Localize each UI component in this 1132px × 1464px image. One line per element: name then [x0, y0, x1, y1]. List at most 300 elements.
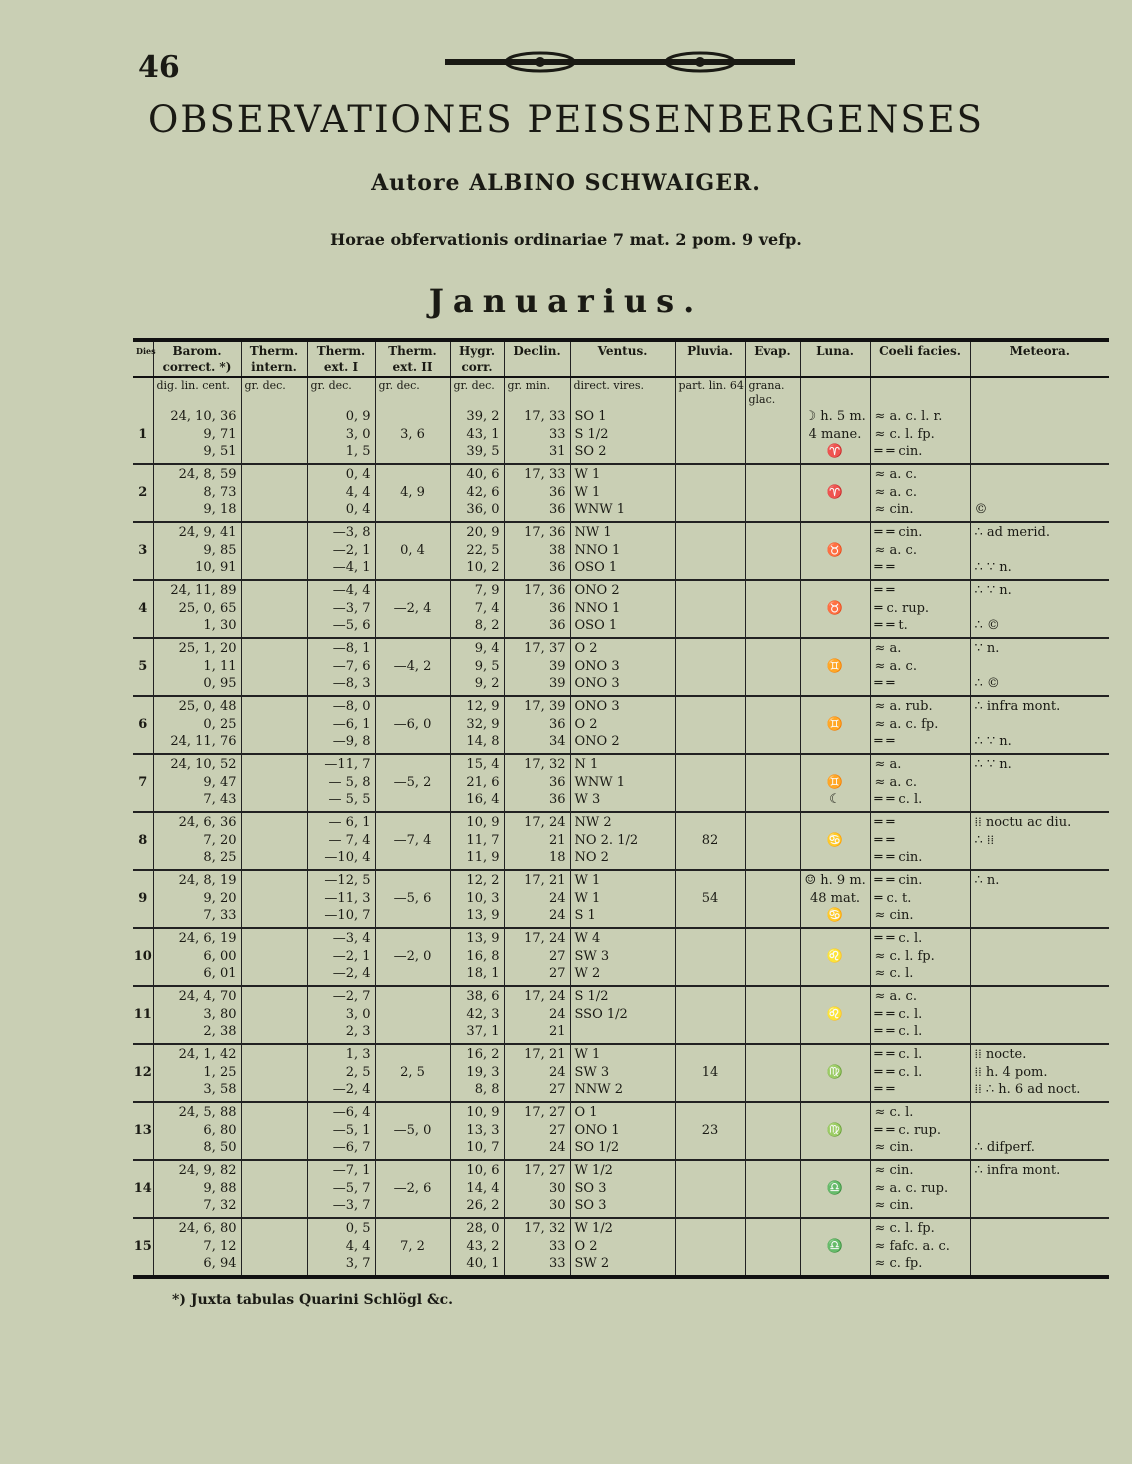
cell-ventus	[570, 580, 675, 638]
author-line: Autore ALBINO SCHWAIGER.	[371, 170, 761, 196]
cell-pluvia: 82	[675, 812, 745, 870]
day-number: 2	[133, 464, 153, 522]
cell-ventus-line: N 1	[574, 757, 599, 772]
cell-meteora-line: ∴ infra mont.	[974, 699, 1061, 714]
cell-meteora-line: ∴ ©	[974, 618, 1000, 633]
header-pluvia: Pluvia.	[675, 340, 745, 377]
cell-pluvia	[675, 1218, 745, 1277]
cell-luna-line	[805, 675, 866, 693]
day-number: 7	[133, 754, 153, 812]
cell-meteora-line	[975, 426, 1106, 444]
cell-hygr-line: 39, 5	[466, 444, 500, 459]
cell-luna	[800, 1160, 870, 1218]
cell-evap	[745, 407, 800, 464]
cell-meteora-line	[975, 542, 1106, 560]
cell-pluvia: 23	[675, 1102, 745, 1160]
cell-declin-line: 17, 24	[524, 989, 566, 1004]
cell-therm-ext1-line: — 6, 1	[328, 815, 371, 830]
cell-hygr-line: 11, 7	[466, 832, 500, 848]
cell-ventus	[570, 754, 675, 812]
cell-ext2: 0, 4	[375, 522, 450, 580]
table-row	[133, 928, 1109, 986]
cell-ventus-line: W 1	[574, 467, 601, 482]
cell-luna-line	[805, 965, 866, 983]
cell-coeli-line: ═ ═	[874, 560, 895, 575]
cell-therm-int	[241, 1218, 307, 1277]
cell-luna-line: 4 mane.	[808, 426, 862, 442]
cell-ventus-line: W 1	[574, 484, 601, 500]
cell-pluvia	[675, 407, 745, 464]
table-header-row	[133, 340, 1109, 377]
cell-therm-ext1-line: 2, 5	[345, 1064, 371, 1080]
cell-meteora-line	[975, 716, 1106, 734]
cell-barom-line: 3, 58	[203, 1082, 237, 1097]
cell-therm-ext1	[307, 696, 375, 754]
cell-hygr	[450, 1044, 504, 1102]
cell-ventus-line	[575, 1023, 671, 1041]
cell-meteora-line	[975, 443, 1106, 461]
units-row	[133, 377, 1109, 407]
day-number: 11	[133, 986, 153, 1044]
page-number: 46	[138, 50, 180, 85]
cell-ventus-line: SW 3	[574, 948, 610, 964]
cell-luna-line: ♍	[826, 1122, 844, 1138]
cell-therm-int	[241, 580, 307, 638]
cell-barom-line: 6, 80	[203, 1122, 237, 1138]
cell-luna-line: ♊	[826, 716, 844, 732]
cell-coeli-line: ═ ═ cin.	[874, 444, 923, 459]
cell-meteora-line	[975, 1006, 1106, 1024]
cell-ventus-line: W 4	[574, 931, 601, 946]
cell-coeli	[870, 928, 970, 986]
cell-therm-int	[241, 1102, 307, 1160]
cell-ventus-line: W 2	[574, 966, 601, 981]
cell-coeli-line: ═ ═	[874, 583, 895, 598]
table-row	[133, 1102, 1109, 1160]
cell-coeli	[870, 1044, 970, 1102]
cell-therm-ext1-line: —7, 6	[332, 658, 371, 674]
cell-declin-line: 21	[548, 1024, 566, 1039]
cell-coeli	[870, 1160, 970, 1218]
cell-hygr	[450, 986, 504, 1044]
cell-barom	[153, 696, 241, 754]
cell-barom	[153, 522, 241, 580]
cell-hygr-line: 9, 5	[474, 658, 500, 674]
cell-ventus	[570, 1102, 675, 1160]
cell-luna-line: ♌	[826, 1006, 844, 1022]
cell-declin	[504, 464, 570, 522]
cell-hygr-line: 40, 1	[466, 1256, 500, 1271]
header-declin: Declin.	[504, 340, 570, 377]
cell-declin-line: 39	[548, 676, 566, 691]
cell-ventus	[570, 522, 675, 580]
cell-coeli-line: ≈ c. l.	[874, 1105, 914, 1120]
cell-ventus-line: SW 2	[574, 1256, 610, 1271]
table-row	[133, 1160, 1109, 1218]
cell-declin-line: 24	[548, 890, 566, 906]
cell-declin-line: 24	[548, 908, 566, 923]
cell-barom-line: 3, 80	[203, 1006, 237, 1022]
cell-meteora-line	[975, 408, 1106, 426]
cell-coeli-line: ═ ═	[874, 676, 895, 691]
cell-ext2: 4, 9	[375, 464, 450, 522]
cell-ext2: 7, 2	[375, 1218, 450, 1277]
cell-coeli-line: ═ ═ cin.	[874, 525, 923, 540]
day-rows	[133, 407, 1109, 1277]
cell-declin-line: 17, 24	[524, 815, 566, 830]
observation-table	[133, 338, 1109, 1279]
cell-meteora	[970, 522, 1109, 580]
cell-declin-line: 17, 39	[524, 699, 566, 714]
cell-hygr-line: 13, 3	[466, 1122, 500, 1138]
cell-meteora-line	[975, 466, 1106, 484]
cell-luna	[800, 522, 870, 580]
unit-meteora	[970, 377, 1109, 407]
cell-declin-line: 36	[548, 716, 566, 732]
cell-luna-line	[805, 849, 866, 867]
cell-barom-line: 7, 20	[203, 832, 237, 848]
cell-declin-line: 17, 24	[524, 931, 566, 946]
cell-meteora-line	[975, 484, 1106, 502]
cell-evap	[745, 580, 800, 638]
cell-hygr-line: 12, 9	[466, 699, 500, 714]
cell-meteora	[970, 407, 1109, 464]
cell-barom	[153, 986, 241, 1044]
cell-therm-int	[241, 522, 307, 580]
cell-coeli-line: ≈ c. l. fp.	[874, 426, 935, 442]
cell-coeli-line: ≈ c. l. fp.	[874, 1221, 935, 1236]
cell-hygr-line: 18, 1	[466, 966, 500, 981]
cell-declin-line: 30	[548, 1180, 566, 1196]
cell-luna	[800, 696, 870, 754]
cell-declin	[504, 638, 570, 696]
cell-luna	[800, 928, 870, 986]
cell-barom-line: 9, 51	[203, 444, 237, 459]
cell-coeli-line: ≈ a. c. rup.	[874, 1180, 949, 1196]
cell-barom	[153, 464, 241, 522]
cell-luna	[800, 407, 870, 464]
cell-barom-line: 6, 00	[203, 948, 237, 964]
cell-coeli-line: ≈ a. rub.	[874, 699, 933, 714]
cell-barom-line: 24, 8, 59	[178, 467, 237, 482]
cell-luna	[800, 812, 870, 870]
cell-luna-line	[805, 698, 866, 716]
cell-therm-ext1-line: 0, 5	[345, 1221, 371, 1236]
cell-ventus-line: S 1	[574, 908, 596, 923]
cell-ventus	[570, 1218, 675, 1277]
cell-luna-line: ☽ h. 5 m.	[804, 409, 866, 424]
ornament-divider	[445, 50, 795, 74]
unit-luna	[800, 377, 870, 407]
cell-therm-ext1-line: —11, 3	[324, 890, 371, 906]
cell-meteora	[970, 638, 1109, 696]
cell-therm-int	[241, 870, 307, 928]
cell-ventus-line: SO 1/2	[574, 1140, 620, 1155]
table-row	[133, 1218, 1109, 1277]
cell-barom	[153, 638, 241, 696]
cell-declin-line: 24	[548, 1064, 566, 1080]
cell-declin-line: 17, 36	[524, 525, 566, 540]
cell-ventus-line: WNW 1	[574, 774, 626, 790]
cell-meteora-line: ∴ ∵ n.	[974, 560, 1012, 575]
cell-pluvia: 54	[675, 870, 745, 928]
cell-hygr-line: 7, 9	[474, 583, 500, 598]
cell-evap	[745, 1044, 800, 1102]
day-number: 13	[133, 1102, 153, 1160]
cell-therm-ext1	[307, 754, 375, 812]
cell-ext2: —7, 4	[375, 812, 450, 870]
cell-luna-line	[805, 1139, 866, 1157]
cell-ext2	[375, 986, 450, 1044]
day-number: 6	[133, 696, 153, 754]
cell-therm-ext1-line: —6, 1	[332, 716, 371, 732]
day-number: 14	[133, 1160, 153, 1218]
cell-coeli-line: ═ ═ c. l.	[874, 1047, 923, 1062]
cell-hygr-line: 19, 3	[466, 1064, 500, 1080]
cell-therm-ext1-line: — 5, 5	[328, 792, 371, 807]
header-therm-ext1: Therm. ext. I	[307, 340, 375, 377]
header-meteora: Meteora.	[970, 340, 1109, 377]
table-row	[133, 754, 1109, 812]
cell-declin	[504, 754, 570, 812]
day-number: 9	[133, 870, 153, 928]
cell-declin-line: 36	[548, 502, 566, 517]
cell-therm-ext1-line: —7, 1	[332, 1163, 371, 1178]
cell-therm-ext1-line: 4, 4	[345, 484, 371, 500]
cell-therm-ext1-line: 1, 3	[345, 1047, 371, 1062]
cell-luna	[800, 1218, 870, 1277]
cell-ventus	[570, 1160, 675, 1218]
cell-coeli-line: ≈ a.	[874, 641, 902, 656]
cell-barom-line: 1, 30	[203, 618, 237, 633]
cell-pluvia	[675, 928, 745, 986]
cell-therm-int	[241, 754, 307, 812]
cell-declin-line: 24	[548, 1140, 566, 1155]
cell-barom-line: 7, 43	[203, 792, 237, 807]
cell-meteora-line: ∴ infra mont.	[974, 1163, 1061, 1178]
cell-barom	[153, 1160, 241, 1218]
cell-declin-line: 36	[548, 618, 566, 633]
cell-therm-ext1-line: —2, 4	[332, 1082, 371, 1097]
cell-hygr	[450, 407, 504, 464]
table-row	[133, 986, 1109, 1044]
table-row	[133, 464, 1109, 522]
cell-meteora	[970, 1044, 1109, 1102]
cell-therm-ext1	[307, 522, 375, 580]
cell-declin	[504, 928, 570, 986]
observation-hours: Horae obfervationis ordinariae 7 mat. 2 pom. 9 vefp.	[330, 230, 802, 249]
cell-hygr-line: 15, 4	[466, 757, 500, 772]
cell-ventus-line: S 1/2	[574, 426, 609, 442]
cell-declin	[504, 870, 570, 928]
cell-luna-line: ♎	[826, 1238, 844, 1254]
cell-barom	[153, 580, 241, 638]
cell-luna	[800, 464, 870, 522]
cell-hygr-line: 20, 9	[466, 525, 500, 540]
cell-therm-int	[241, 1044, 307, 1102]
cell-luna-line	[805, 1255, 866, 1273]
cell-meteora	[970, 754, 1109, 812]
cell-coeli-line: ≈ a. c.	[874, 774, 917, 790]
cell-meteora-line	[975, 1255, 1106, 1273]
cell-declin-line: 38	[548, 542, 566, 558]
header-dies: Dies	[133, 340, 153, 377]
cell-coeli	[870, 464, 970, 522]
cell-luna-line: ♈	[826, 444, 844, 459]
header-luna: Luna.	[800, 340, 870, 377]
cell-coeli-line: ═ ═ t.	[874, 618, 908, 633]
cell-declin-line: 34	[548, 734, 566, 749]
cell-barom-line: 24, 9, 82	[178, 1163, 237, 1178]
cell-hygr	[450, 696, 504, 754]
cell-ventus	[570, 812, 675, 870]
cell-therm-ext1-line: — 5, 8	[328, 774, 371, 790]
cell-hygr-line: 39, 2	[466, 409, 500, 424]
unit-dies	[133, 377, 153, 407]
cell-therm-ext1-line: 2, 3	[345, 1024, 371, 1039]
cell-luna	[800, 580, 870, 638]
cell-declin	[504, 1160, 570, 1218]
cell-declin-line: 27	[548, 948, 566, 964]
cell-therm-ext1-line: —8, 3	[332, 676, 371, 691]
cell-barom	[153, 870, 241, 928]
cell-meteora-line	[975, 791, 1106, 809]
cell-ventus-line: NO 2	[574, 850, 609, 865]
cell-meteora-line: ∴ ad merid.	[974, 525, 1050, 540]
cell-ext2: —5, 2	[375, 754, 450, 812]
unit-therm-int: gr. dec.	[241, 377, 307, 407]
cell-hygr-line: 16, 2	[466, 1047, 500, 1062]
cell-therm-ext1	[307, 638, 375, 696]
cell-coeli	[870, 754, 970, 812]
cell-luna-line	[805, 1197, 866, 1215]
cell-declin	[504, 580, 570, 638]
cell-luna	[800, 870, 870, 928]
cell-coeli-line: ≈ a. c.	[874, 467, 917, 482]
cell-declin	[504, 407, 570, 464]
cell-coeli-line: ═ ═	[874, 815, 895, 830]
cell-ventus-line: S 1/2	[574, 989, 609, 1004]
cell-therm-ext1	[307, 1160, 375, 1218]
day-number: 8	[133, 812, 153, 870]
cell-hygr-line: 10, 9	[466, 815, 500, 830]
cell-therm-ext1	[307, 812, 375, 870]
cell-barom-line: 9, 71	[203, 426, 237, 442]
cell-coeli-line: ═ ═	[874, 832, 895, 848]
cell-declin-line: 33	[548, 1256, 566, 1271]
cell-declin	[504, 522, 570, 580]
cell-barom	[153, 407, 241, 464]
cell-therm-ext1	[307, 1218, 375, 1277]
cell-coeli-line: ═ ═ cin.	[874, 873, 923, 888]
cell-hygr-line: 9, 2	[474, 676, 500, 691]
cell-therm-int	[241, 696, 307, 754]
cell-barom-line: 24, 11, 89	[170, 583, 237, 598]
header-ventus: Ventus.	[570, 340, 675, 377]
cell-therm-ext1-line: —5, 7	[332, 1180, 371, 1196]
cell-therm-ext1	[307, 1102, 375, 1160]
cell-luna-line: ♍	[826, 1064, 844, 1080]
cell-barom-line: 24, 6, 80	[178, 1221, 237, 1236]
cell-luna	[800, 986, 870, 1044]
cell-coeli-line: ≈ cin.	[874, 908, 914, 923]
cell-ventus-line: ONO 3	[574, 676, 620, 691]
cell-evap	[745, 522, 800, 580]
cell-declin-line: 27	[548, 1122, 566, 1138]
cell-ventus	[570, 986, 675, 1044]
cell-therm-ext1-line: —5, 6	[332, 618, 371, 633]
cell-hygr-line: 7, 4	[474, 600, 500, 616]
cell-barom-line: 7, 33	[203, 908, 237, 923]
cell-declin-line: 17, 37	[524, 641, 566, 656]
cell-meteora-line: ∴ n.	[974, 873, 1000, 888]
cell-luna	[800, 1102, 870, 1160]
table-row	[133, 1044, 1109, 1102]
cell-ventus-line: SO 3	[574, 1198, 607, 1213]
cell-barom-line: 24, 5, 88	[178, 1105, 237, 1120]
cell-declin-line: 17, 33	[524, 467, 566, 482]
cell-declin-line: 17, 27	[524, 1105, 566, 1120]
cell-declin	[504, 812, 570, 870]
cell-therm-ext1	[307, 580, 375, 638]
cell-hygr-line: 14, 8	[466, 734, 500, 749]
cell-luna-line: ♊	[826, 774, 844, 790]
cell-therm-ext1-line: —3, 8	[332, 525, 371, 540]
cell-meteora-line	[975, 930, 1106, 948]
cell-ventus-line: SO 1	[574, 409, 607, 424]
table-row	[133, 580, 1109, 638]
cell-ventus	[570, 638, 675, 696]
cell-luna-line: ♌	[826, 948, 844, 964]
cell-hygr	[450, 464, 504, 522]
cell-coeli-line: ≈ cin.	[874, 1163, 914, 1178]
header-evap: Evap.	[745, 340, 800, 377]
cell-declin-line: 17, 21	[524, 873, 566, 888]
page-title: OBSERVATIONES PEISSENBERGENSES	[147, 98, 985, 141]
table-row	[133, 522, 1109, 580]
cell-hygr-line: 10, 3	[466, 890, 500, 906]
cell-therm-ext1	[307, 407, 375, 464]
cell-therm-ext1	[307, 870, 375, 928]
cell-luna-line	[805, 582, 866, 600]
cell-barom-line: 8, 25	[203, 850, 237, 865]
cell-therm-ext1-line: —5, 1	[332, 1122, 371, 1138]
cell-luna-line	[805, 617, 866, 635]
cell-barom-line: 9, 85	[203, 542, 237, 558]
cell-barom-line: 0, 25	[203, 716, 237, 732]
cell-hygr	[450, 928, 504, 986]
cell-ventus-line: SW 3	[574, 1064, 610, 1080]
cell-meteora-line: ∴ ©	[974, 676, 1000, 691]
cell-coeli-line: ≈ a. c. l. r.	[874, 409, 943, 424]
cell-luna-line	[805, 524, 866, 542]
cell-declin-line: 27	[548, 966, 566, 981]
cell-hygr-line: 36, 0	[466, 502, 500, 517]
cell-hygr-line: 26, 2	[466, 1198, 500, 1213]
cell-pluvia	[675, 1160, 745, 1218]
cell-therm-ext1-line: —3, 7	[332, 1198, 371, 1213]
cell-barom-line: 7, 32	[203, 1198, 237, 1213]
day-number: 3	[133, 522, 153, 580]
cell-luna-line: ♈	[826, 484, 844, 500]
cell-barom-line: 24, 11, 76	[170, 734, 237, 749]
cell-ext2: —4, 2	[375, 638, 450, 696]
cell-therm-ext1-line: —8, 0	[332, 699, 371, 714]
cell-barom-line: 25, 0, 48	[178, 699, 237, 714]
cell-ventus-line: OSO 1	[574, 618, 618, 633]
cell-barom-line: 24, 10, 52	[170, 757, 237, 772]
cell-ventus-line: O 2	[574, 1238, 598, 1254]
